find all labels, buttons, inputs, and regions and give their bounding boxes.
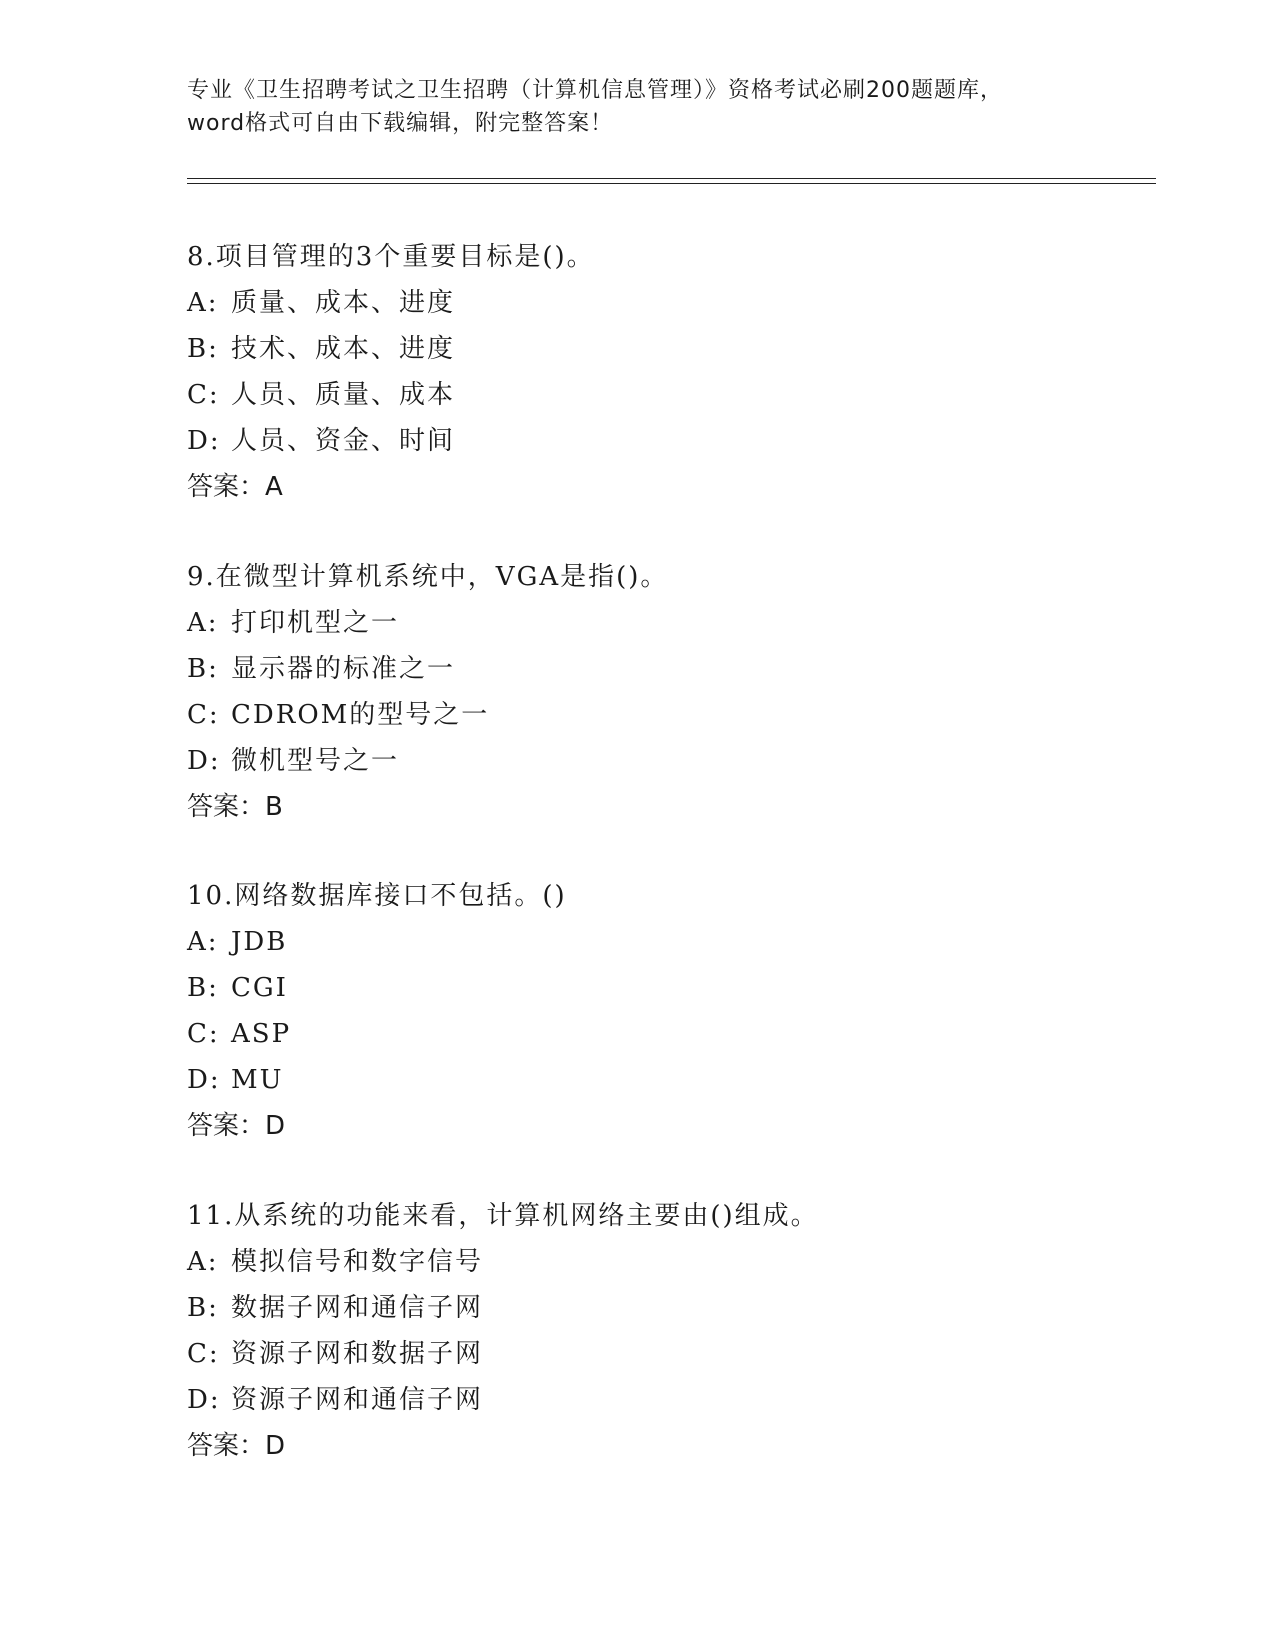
option-b (187, 646, 1147, 692)
answer-line: 答案：A (187, 472, 283, 502)
option-c (187, 1011, 1147, 1057)
question-title: 9.在微型计算机系统中，VGA是指()。 (187, 562, 669, 592)
option-b (187, 965, 1147, 1011)
header-divider-bottom (187, 183, 1156, 184)
option-key: C: (187, 380, 220, 410)
header-line-2: word格式可自由下载编辑，附完整答案！ (187, 111, 614, 136)
option-text: ASP (231, 1019, 292, 1049)
option-text: 资源子网和通信子网 (231, 1385, 484, 1415)
question-title: 10.网络数据库接口不包括。() (187, 881, 567, 911)
option-text: 质量、成本、进度 (231, 288, 456, 318)
header-line-1: 专业《卫生招聘考试之卫生招聘（计算机信息管理）》资格考试必刷200题题库， (187, 78, 1003, 103)
option-text: 技术、成本、进度 (231, 334, 456, 364)
option-key: D: (187, 746, 221, 776)
option-d (187, 418, 1147, 464)
option-text: CGI (231, 973, 288, 1003)
question-title: 11.从系统的功能来看，计算机网络主要由()组成。 (187, 1201, 819, 1231)
question-8 (187, 234, 1147, 510)
option-key: C: (187, 1339, 220, 1369)
option-text: CDROM的型号之一 (231, 700, 490, 730)
option-b (187, 1285, 1147, 1331)
option-key: A: (187, 288, 219, 318)
option-text: 资源子网和数据子网 (231, 1339, 484, 1369)
question-11 (187, 1193, 1147, 1469)
option-key: D: (187, 1065, 221, 1095)
option-d (187, 1377, 1147, 1423)
answer-line: 答案：D (187, 1111, 286, 1141)
option-b (187, 326, 1147, 372)
answer-line: 答案：B (187, 792, 283, 822)
option-c (187, 692, 1147, 738)
option-c (187, 1331, 1147, 1377)
option-text: MU (231, 1065, 284, 1095)
option-key: D: (187, 1385, 221, 1415)
option-key: A: (187, 1247, 219, 1277)
option-text: 微机型号之一 (231, 746, 400, 776)
option-key: C: (187, 1019, 220, 1049)
question-10 (187, 873, 1147, 1149)
option-a (187, 280, 1147, 326)
option-text: 人员、资金、时间 (231, 426, 456, 456)
option-d (187, 738, 1147, 784)
option-text: JDB (231, 927, 288, 957)
option-key: D: (187, 426, 221, 456)
question-title: 8.项目管理的3个重要目标是()。 (187, 242, 595, 272)
answer-line: 答案：D (187, 1431, 286, 1461)
question-9 (187, 554, 1147, 830)
option-text: 显示器的标准之一 (231, 654, 456, 684)
option-text: 人员、质量、成本 (231, 380, 456, 410)
document-header (187, 74, 1087, 140)
option-a (187, 919, 1147, 965)
option-key: B: (187, 973, 219, 1003)
option-key: B: (187, 1293, 219, 1323)
option-text: 数据子网和通信子网 (231, 1293, 484, 1323)
option-a (187, 600, 1147, 646)
option-key: B: (187, 654, 219, 684)
option-key: A: (187, 608, 219, 638)
option-d (187, 1057, 1147, 1103)
option-key: C: (187, 700, 220, 730)
option-key: A: (187, 927, 219, 957)
option-text: 打印机型之一 (231, 608, 400, 638)
option-a (187, 1239, 1147, 1285)
header-divider-top (187, 178, 1156, 179)
option-text: 模拟信号和数字信号 (231, 1247, 484, 1277)
option-key: B: (187, 334, 219, 364)
option-c (187, 372, 1147, 418)
